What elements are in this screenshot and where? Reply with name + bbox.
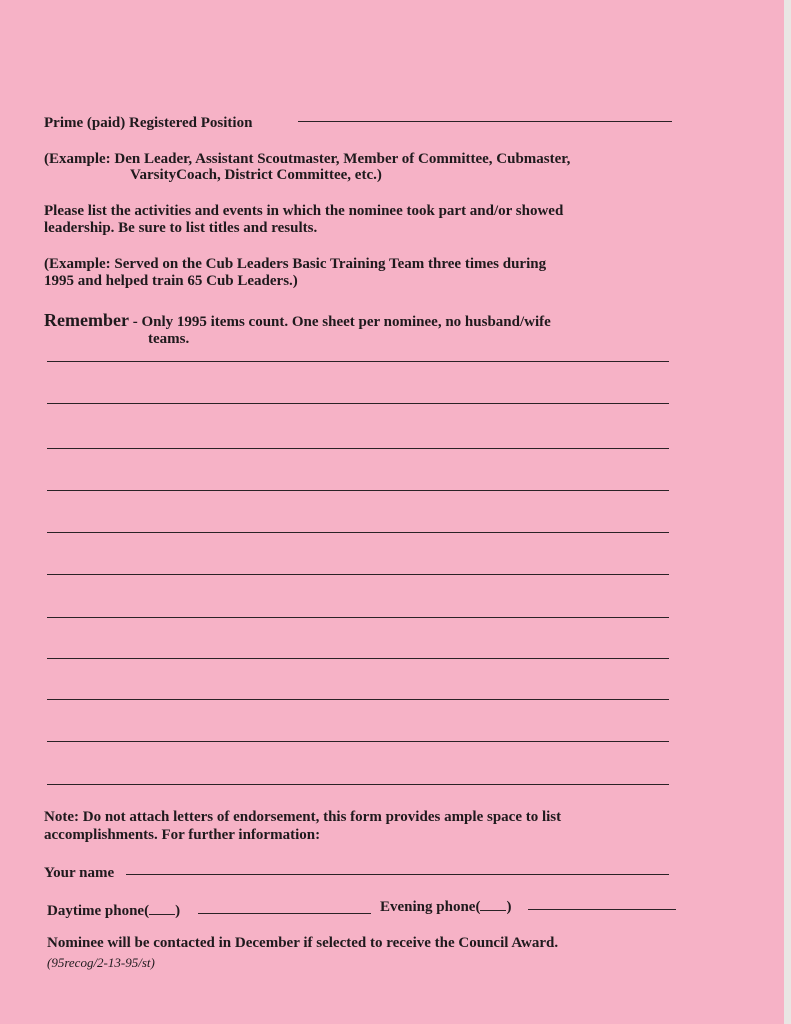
remember-note-line2: teams. <box>148 331 190 347</box>
remember-text: - Only 1995 items count. One sheet per nominee, no husband/wife <box>128 314 551 330</box>
form-code: (95recog/2-13-95/st) <box>47 955 155 970</box>
endorsement-note-line2: accomplishments. For further information: <box>44 827 321 843</box>
daytime-phone-label <box>47 902 180 921</box>
daytime-phone-line[interactable] <box>198 913 371 914</box>
answer-line-3[interactable] <box>47 448 669 449</box>
answer-line-4[interactable] <box>47 490 669 491</box>
evening-phone-open: Evening phone( <box>380 899 481 915</box>
contact-note: Nominee will be contacted in December if selected to receive the Council Award. <box>47 935 559 951</box>
answer-line-5[interactable] <box>47 532 669 533</box>
answer-line-6[interactable] <box>47 574 669 575</box>
prime-position-line[interactable] <box>298 121 672 122</box>
daytime-area-code-blank[interactable] <box>149 913 175 915</box>
answer-line-7[interactable] <box>47 617 669 618</box>
scan-edge <box>784 0 791 1024</box>
activities-instruction-line1: Please list the activities and events in which the nominee took part and/or showed <box>44 203 564 219</box>
evening-phone-line[interactable] <box>528 909 676 910</box>
answer-line-1[interactable] <box>47 361 669 362</box>
evening-area-code-blank[interactable] <box>480 909 506 911</box>
example-activity-line2: 1995 and helped train 65 Cub Leaders.) <box>44 273 298 289</box>
activities-instruction-line2: leadership. Be sure to list titles and results. <box>44 220 318 236</box>
answer-line-9[interactable] <box>47 699 669 700</box>
your-name-label: Your name <box>44 865 115 881</box>
example-positions-line2: VarsityCoach, District Committee, etc.) <box>130 167 382 183</box>
evening-phone-label <box>380 898 511 917</box>
evening-phone-close: ) <box>506 899 512 915</box>
daytime-phone-close: ) <box>175 903 181 919</box>
example-positions-line1: (Example: Den Leader, Assistant Scoutmaster, Member of Committee, Cubmaster, <box>44 151 571 167</box>
answer-line-11[interactable] <box>47 784 669 785</box>
example-activity-line1: (Example: Served on the Cub Leaders Basic Training Team three times during <box>44 256 547 272</box>
your-name-line[interactable] <box>126 874 669 875</box>
remember-word: Remember <box>44 310 129 330</box>
remember-note-line1 <box>44 311 551 332</box>
answer-line-2[interactable] <box>47 403 669 404</box>
daytime-phone-open: Daytime phone( <box>47 903 150 919</box>
prime-position-label: Prime (paid) Registered Position <box>44 115 253 131</box>
answer-line-10[interactable] <box>47 741 669 742</box>
endorsement-note-line1: Note: Do not attach letters of endorsement, this form provides ample space to list <box>44 809 562 825</box>
answer-line-8[interactable] <box>47 658 669 659</box>
